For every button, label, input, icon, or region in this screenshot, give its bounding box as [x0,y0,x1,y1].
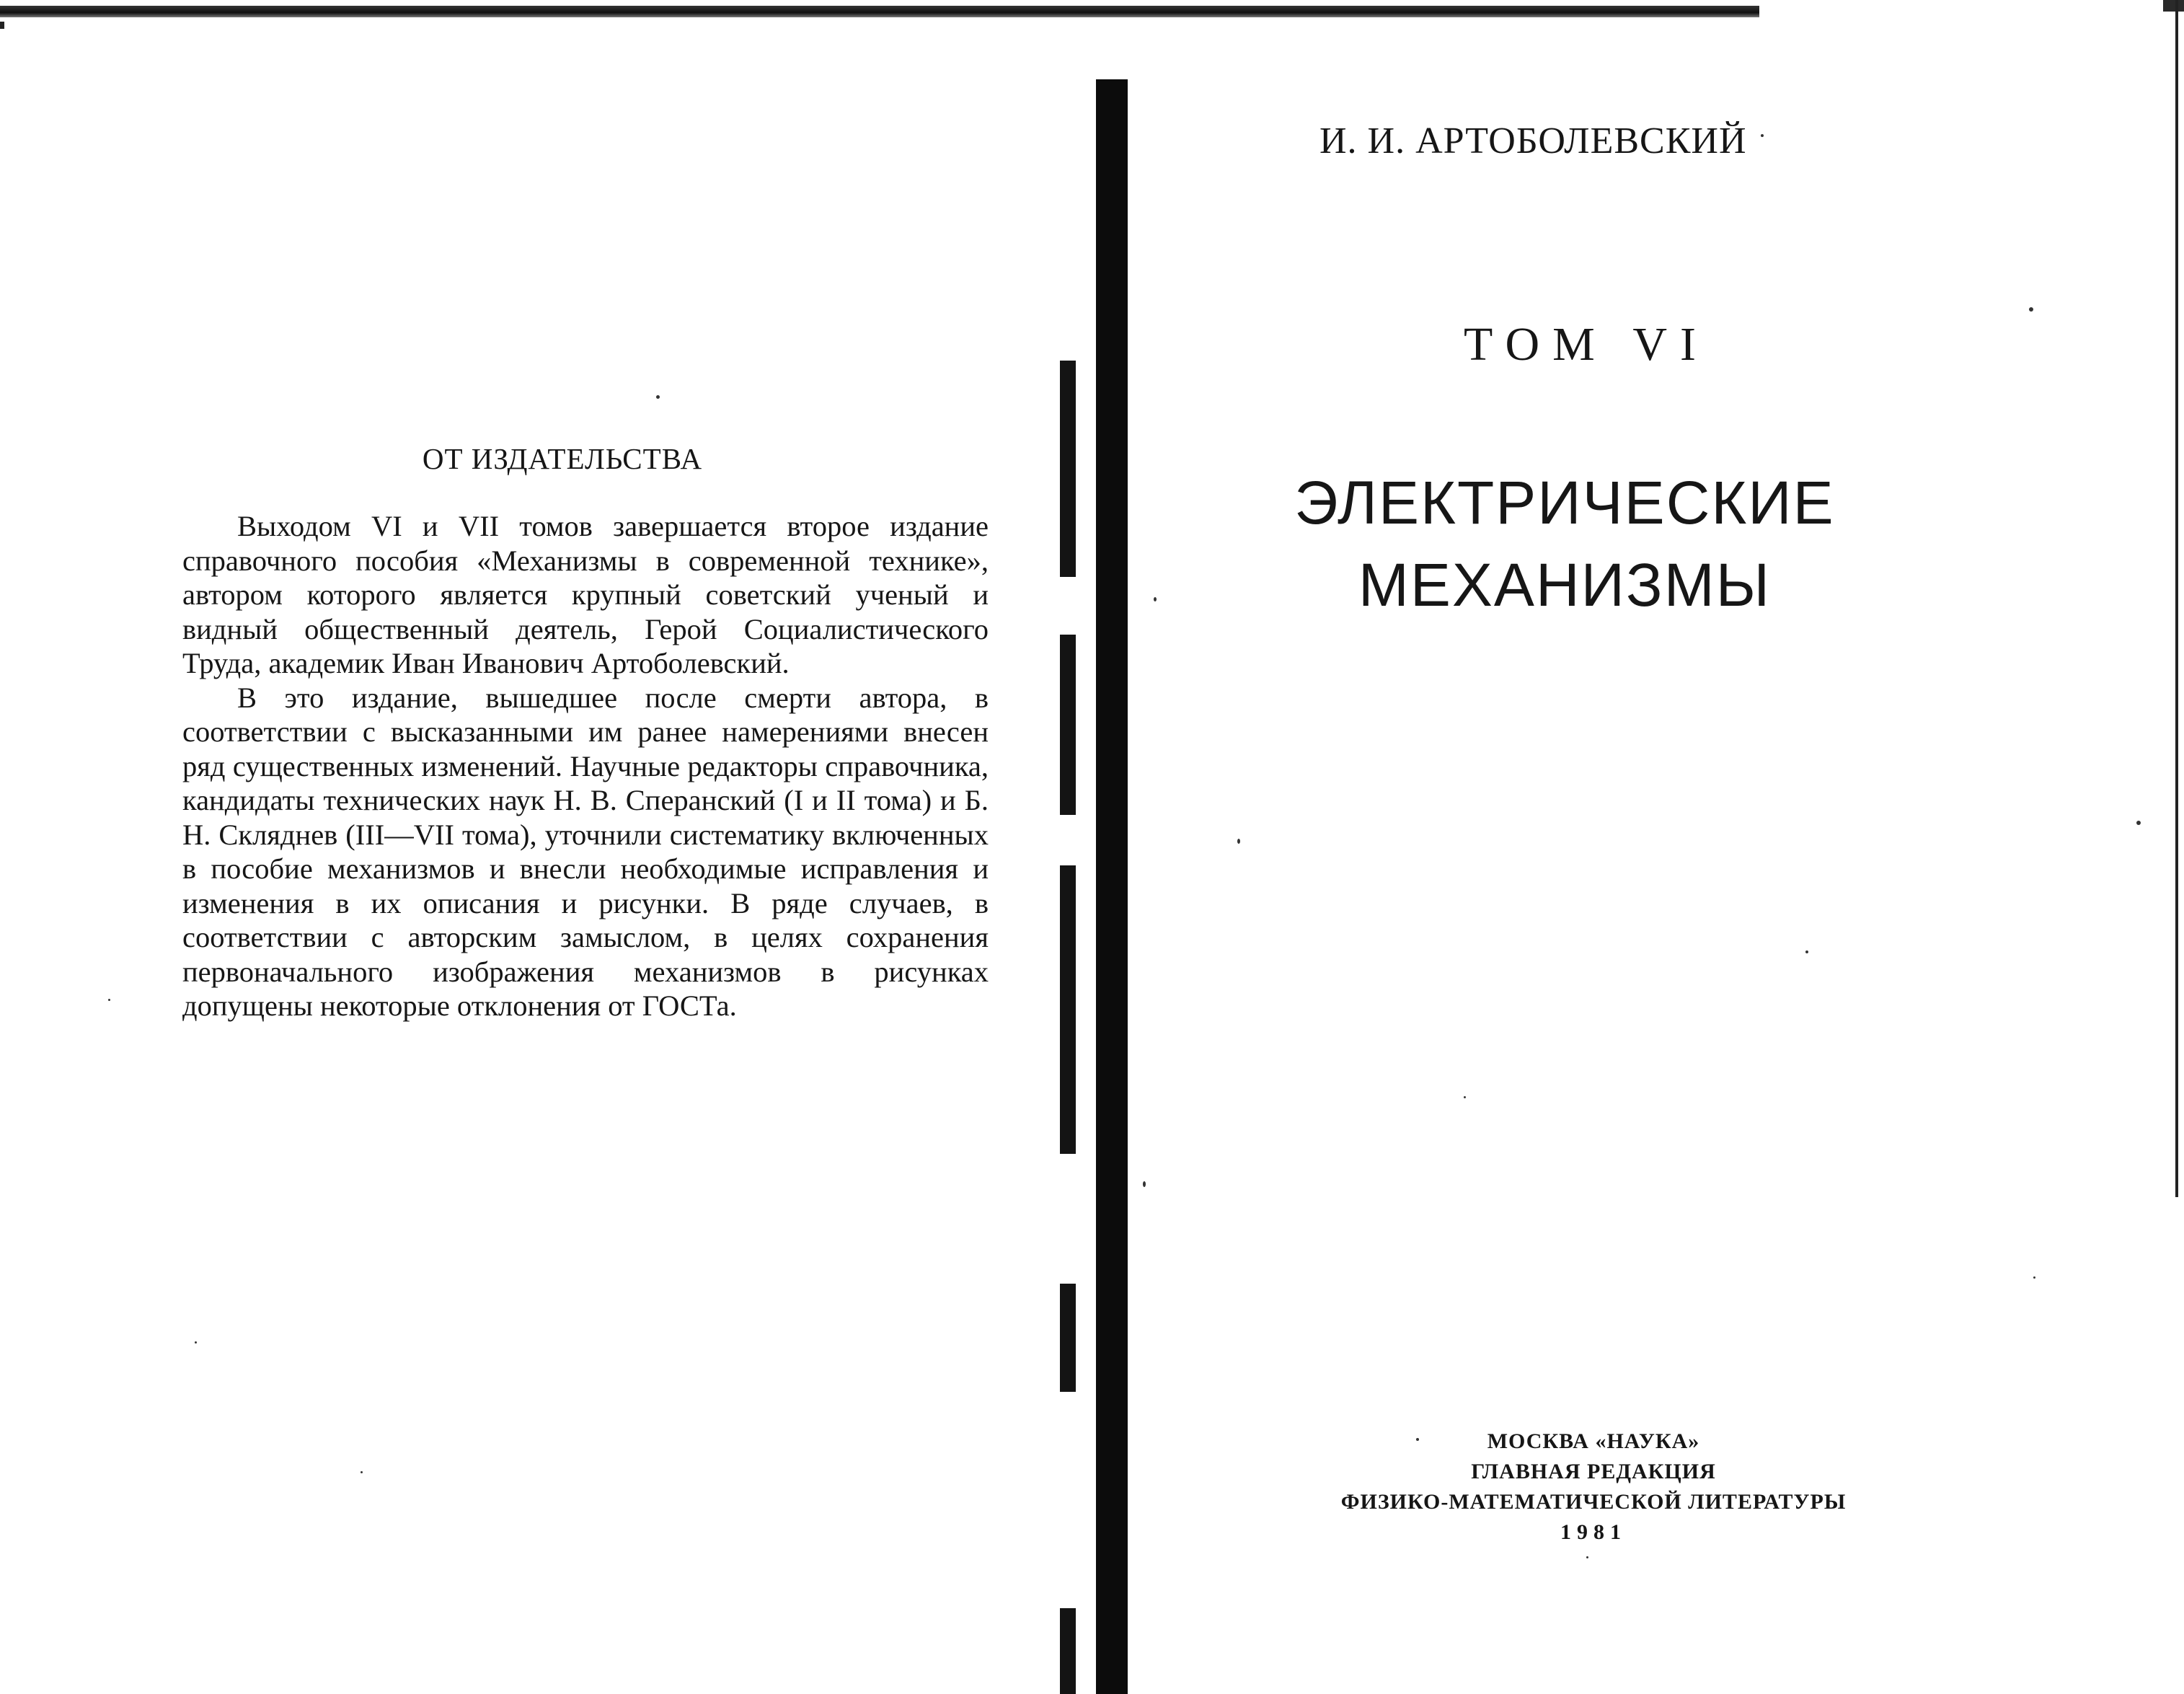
publisher-note-heading: ОТ ИЗДАТЕЛЬСТВА [422,442,703,475]
scan-speck [1761,134,1764,137]
gutter-shadow [1060,361,1076,577]
volume-label: ТОМ VI [1464,318,1709,371]
gutter-shadow [1060,1608,1076,1694]
paragraph: Выходом VI и VII томов завершается второе издание справочного пособия «Механизмы в современной технике», автором которого является крупный советский ученый и видный общественный деятель, Герой Социалистического Труда, академик Иван Иванович Артоболевский. [182,510,989,679]
gutter-shadow [1060,635,1076,815]
scan-speck [2136,821,2141,825]
scan-corner-mark [2163,0,2184,12]
imprint-year: 1981 [1560,1520,1627,1544]
author-name: И. И. АРТОБОЛЕВСКИЙ [1319,120,1747,162]
title-line: МЕХАНИЗМЫ [1358,551,1772,619]
scan-top-edge [0,6,1759,17]
publisher-imprint [1312,1426,1875,1548]
scan-speck [1237,839,1240,844]
gutter-shadow [1060,865,1076,1154]
scan-right-edge [2175,0,2178,1197]
book-title [1283,462,1846,626]
scan-speck [2033,1276,2035,1279]
scan-speck [1805,950,1808,953]
imprint-edition: ГЛАВНАЯ РЕДАКЦИЯ [1471,1460,1716,1483]
title-line: ЭЛЕКТРИЧЕСКИЕ [1294,469,1835,537]
scan-speck [1586,1556,1588,1558]
scan-speck [108,999,110,1001]
scan-speck [656,395,660,399]
gutter-shadow [1060,1284,1076,1392]
publisher-note-text [182,509,989,1023]
scan-speck [1143,1181,1146,1187]
imprint-edition: ФИЗИКО-МАТЕМАТИЧЕСКОЙ ЛИТЕРАТУРЫ [1340,1490,1847,1514]
book-gutter [1096,79,1128,1694]
scan-mark [0,22,4,29]
scan-speck [2029,307,2033,312]
scan-speck [361,1471,363,1473]
scan-speck [1416,1438,1419,1441]
imprint-city-publisher: МОСКВА «НАУКА» [1487,1429,1700,1453]
scan-speck [1464,1096,1466,1098]
scan-speck [195,1341,197,1344]
scan-speck [1154,597,1157,601]
paragraph: В это издание, вышедшее после смерти автора, в соответствии с высказанными им ранее намерениями внесен ряд существенных изменений. Научные редакторы справочника, кандидаты технических наук Н. В. Сперанский (I и II тома) и Б. Н. Скляднев (III—VII тома), уточнили систематику включенных в пособие механизмов и внесли необходимые исправления и изменения в их описания и рисунки. В ряде случаев, в соответствии с авторским замыслом, в целях сохранения первоначального изображения механизмов в рисунках допущены некоторые отклонения от ГОСТа. [182,681,989,1022]
